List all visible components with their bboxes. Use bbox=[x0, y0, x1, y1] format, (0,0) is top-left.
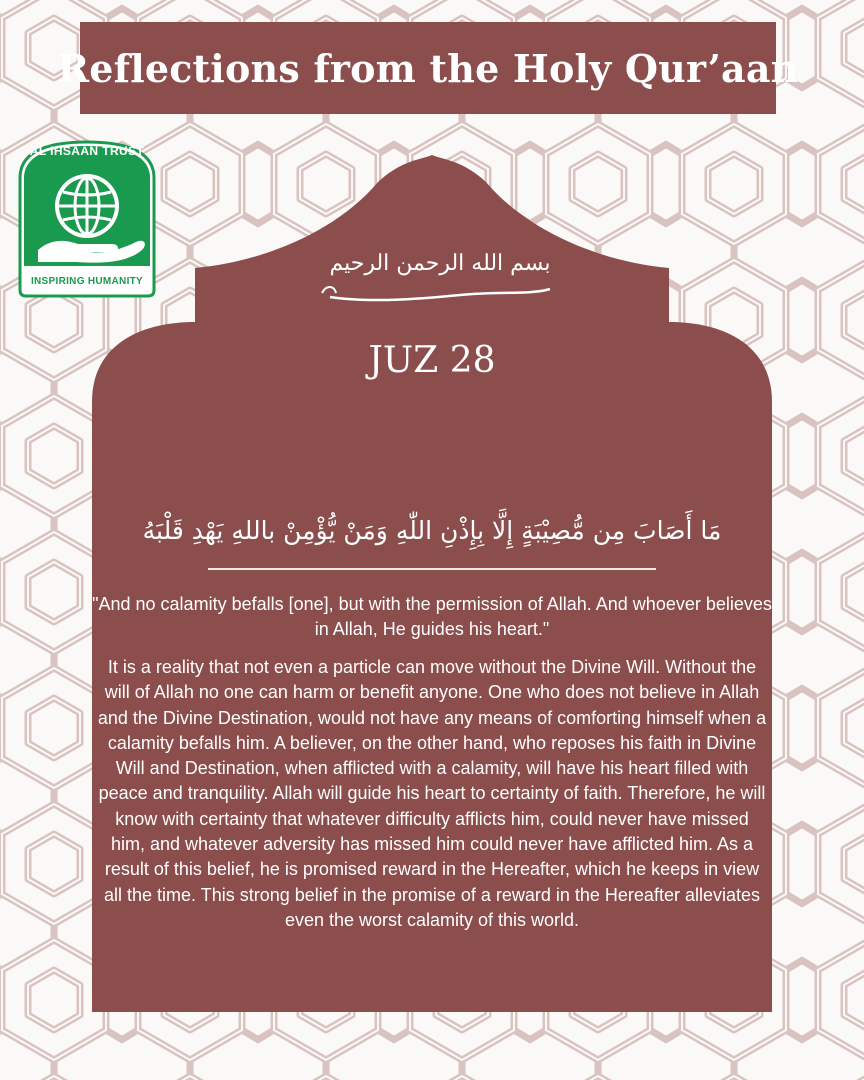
logo-tagline: INSPIRING HUMANITY bbox=[30, 276, 144, 287]
verse-translation: "And no calamity befalls [one], but with the permission of Allah. And whoever believes in Allah, He guides his heart." bbox=[92, 594, 772, 639]
al-ihsaan-trust-logo bbox=[16, 138, 158, 298]
juz-heading: JUZ 28 bbox=[368, 340, 496, 381]
title-banner bbox=[57, 22, 799, 114]
reflection-text: It is a reality that not even a particle can move without the Divine Will. Without the will of Allah no one can harm or benefit anyone. One who does not believe in Allah and the Divine Destination, would not have any means of comforting himself when a calamity befalls him. A believer, on the other hand, who reposes his faith in Divine Will and Destination, when afflicted with a calamity, will have his heart filled with peace and tranquility. Allah will guide his heart to certainty of faith. Therefore, he will know with certainty that whatever difficulty afflicts him, could never have missed him, and whatever adversity has missed him could never have afflicted him. As a result of this belief, he is promised reward in the Hereafter, which he keeps in view all the time. This strong belief in the promise of a reward in the Hereafter alleviates even the worst calamity of this world. bbox=[97, 657, 767, 930]
logo-top-text: AL IHSAAN TRUST bbox=[29, 144, 145, 158]
calligraphy-flourish-icon bbox=[300, 245, 580, 315]
arabic-verse: مَا أَصَابَ مِن مُّصِيْبَةٍ إِلَّا بِإِذْنِ اللّٰهِ وَمَنْ يُّؤْمِنْ باللهِ يَهْدِ قَلْبَهُ bbox=[142, 516, 722, 545]
bismillah-text: بسم الله الرحمن الرحيم bbox=[329, 251, 551, 276]
verse-divider bbox=[208, 568, 656, 570]
bismillah-calligraphy bbox=[300, 245, 580, 315]
page-title: Reflections from the Holy Qur’aan bbox=[57, 45, 799, 91]
globe-in-hand-icon bbox=[16, 138, 158, 298]
